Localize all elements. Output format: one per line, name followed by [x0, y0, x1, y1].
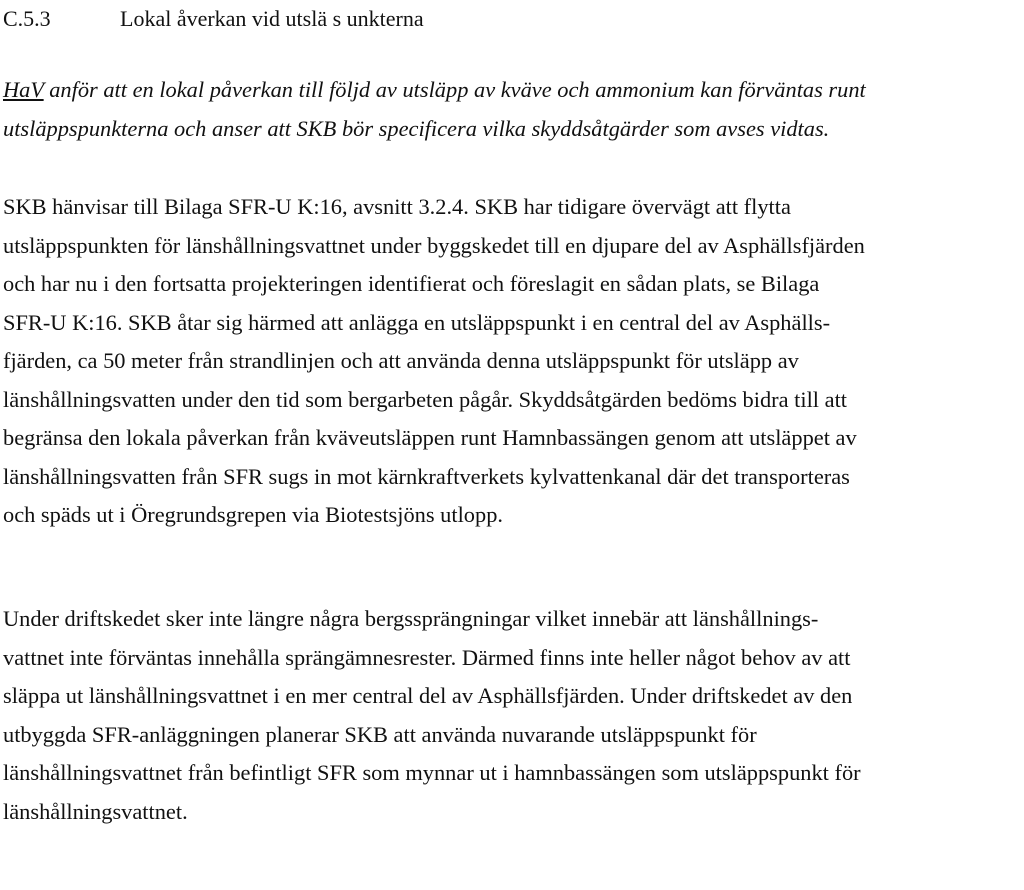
text-line: länshållningsvatten under den tid som bergarbeten pågår. Skyddsåtgärden bedöms bidra till att	[3, 386, 848, 412]
text-line: och har nu i den fortsatta projekteringen identifierat och föreslagit en sådan plats, se Bilaga	[3, 271, 820, 296]
text-line: utsläppspunkterna och anser att SKB bör specificera vilka skyddsåtgärder som avses vidtas.	[3, 115, 830, 141]
text-line: HaV anför att en lokal påverkan till följd av utsläpp av kväve och ammonium kan förväntas runt	[3, 77, 866, 102]
text-line: utsläppspunkten för länshållningsvattnet under byggskedet till en djupare del av Asphällsfjärden	[3, 232, 865, 258]
text-line: länshållningsvatten från SFR sugs in mot kärnkraftverkets kylvattenkanal där det transporteras	[3, 463, 850, 489]
text-line: SKB hänvisar till Bilaga SFR-U K:16, avsnitt 3.2.4. SKB har tidigare övervägt att flytta	[3, 194, 791, 219]
text-line: utbyggda SFR-anläggningen planerar SKB att använda nuvarande utsläppspunkt för	[3, 721, 757, 747]
section-number: C.5.3	[3, 6, 51, 31]
paragraph-hav	[3, 71, 1023, 148]
text-line: länshållningsvattnet.	[3, 798, 188, 824]
text-line: SFR-U K:16. SKB åtar sig härmed att anlägga en utsläppspunkt i en central del av Asphälls-	[3, 309, 831, 335]
text-line: Under driftskedet sker inte längre några bergssprängningar vilket innebär att länshållnings-	[3, 606, 819, 631]
paragraph-operation-phase	[3, 600, 1023, 831]
paragraph-skb-response	[3, 188, 1023, 535]
hav-abbreviation: HaV	[3, 77, 44, 102]
text-line: begränsa den lokala påverkan från kväveutsläppen runt Hamnbassängen genom att utsläppet av	[3, 425, 857, 450]
section-heading	[3, 6, 424, 32]
section-title: Lokal åverkan vid utslä s unkterna	[120, 6, 424, 31]
text-line: fjärden, ca 50 meter från strandlinjen och att använda denna utsläppspunkt för utsläpp av	[3, 348, 799, 373]
text-line: och späds ut i Öregrundsgrepen via Biotestsjöns utlopp.	[3, 502, 503, 527]
text-line: länshållningsvattnet från befintligt SFR som mynnar ut i hamnbassängen som utsläppspunkt för	[3, 760, 861, 785]
text-line: släppa ut länshållningsvattnet i en mer central del av Asphällsfjärden. Under driftskedet av den	[3, 683, 853, 708]
text-line: vattnet inte förväntas innehålla sprängämnesrester. Därmed finns inte heller något behov av att	[3, 644, 851, 670]
